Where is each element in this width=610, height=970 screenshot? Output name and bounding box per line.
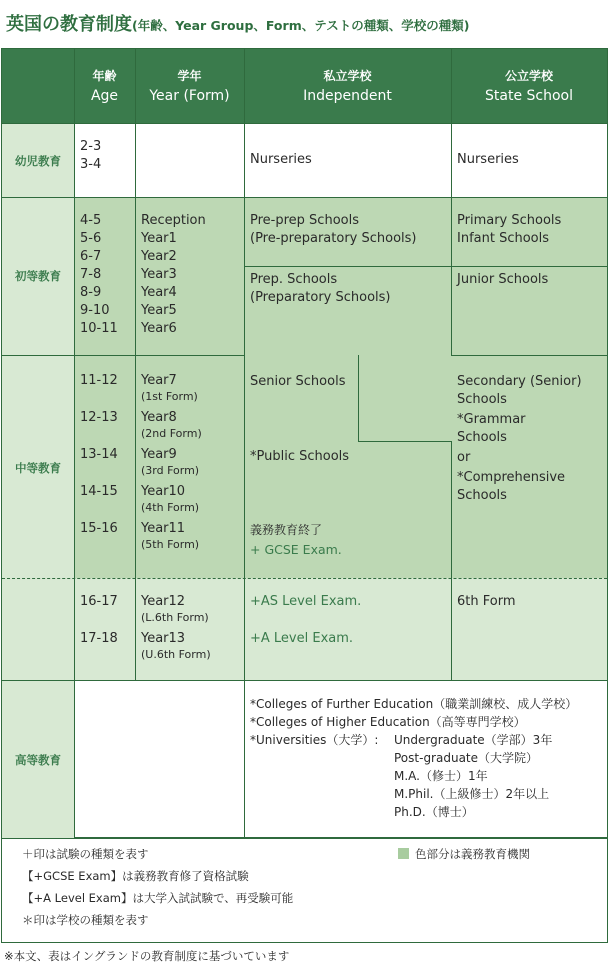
form-cell: (4th Form): [141, 501, 200, 514]
year-cell: Year1: [141, 231, 177, 246]
form-cell: (1st Form): [141, 390, 198, 403]
title-main: 英国の教育制度: [6, 14, 132, 35]
year-cell: Year6: [141, 321, 177, 336]
step-line-v: [358, 355, 359, 441]
secondary-age-2: 13-14: [80, 447, 118, 462]
year-cell: Year7: [141, 373, 177, 388]
title-subtitle: (年齢、Year Group、Form、テストの種類、学校の種類): [132, 18, 470, 33]
age-cell: 8-9: [80, 285, 102, 300]
header-year-en: Year (Form): [149, 88, 230, 104]
secondary-age-0: 11-12: [80, 373, 118, 388]
secondary-gcse: + GCSE Exam.: [250, 542, 342, 557]
higher-line: M.A.（修士）1年: [394, 769, 488, 783]
school-name: (Preparatory Schools): [250, 290, 391, 305]
education-table: [1, 48, 608, 838]
sixth-year-1: [141, 630, 211, 662]
year-cell: Year13: [141, 631, 186, 646]
sixth-a-level: +A Level Exam.: [250, 631, 354, 646]
school-name: Schools: [457, 488, 507, 503]
higher-line: Undergraduate（学部）3年: [394, 733, 553, 747]
header-private-jp: 私立学校: [323, 69, 372, 83]
legend-swatch: [398, 848, 409, 859]
age-cell: 3-4: [80, 157, 102, 172]
sixth-age-0: 16-17: [80, 594, 118, 609]
secondary-private-senior: Senior Schools: [250, 374, 346, 389]
school-name: Pre-prep Schools: [250, 213, 359, 228]
form-cell: (L.6th Form): [141, 611, 209, 624]
school-name: (Pre-preparatory Schools): [250, 231, 417, 246]
year-cell: Year9: [141, 447, 177, 462]
year-cell: Year12: [141, 594, 186, 609]
preschool-public: Nurseries: [457, 152, 519, 167]
header-public-en: State School: [485, 88, 573, 104]
age-cell: 7-8: [80, 267, 102, 282]
age-cell: 6-7: [80, 249, 102, 264]
primary-split-line: [244, 266, 607, 267]
header-age: [74, 66, 135, 106]
school-name: or: [457, 450, 471, 465]
label-higher: 高等教育: [15, 753, 61, 767]
age-cell: 2-3: [80, 139, 102, 154]
label-primary: 初等教育: [15, 269, 61, 283]
col-line-3: [244, 49, 245, 680]
col-line-1: [74, 49, 75, 680]
school-name: Prep. Schools: [250, 272, 338, 287]
secondary-year-4: [141, 520, 199, 552]
higher-line: *Colleges of Further Education（職業訓練校、成人学校）: [250, 697, 578, 711]
school-name: Infant Schools: [457, 231, 550, 246]
secondary-age-1: 12-13: [80, 410, 118, 425]
row-line-3a: [2, 355, 244, 356]
page-title: [6, 10, 469, 36]
secondary-age-3: 14-15: [80, 484, 118, 499]
header-year: [135, 66, 244, 106]
label-secondary: 中等教育: [15, 461, 61, 475]
secondary-compulsory-end: 義務教育終了: [250, 523, 323, 537]
preschool-private: Nurseries: [250, 152, 312, 167]
year-cell: Year3: [141, 267, 177, 282]
sixth-age-1: 17-18: [80, 631, 118, 646]
age-cell: 5-6: [80, 231, 102, 246]
col-line-4b: [451, 441, 452, 680]
age-cell: 10-11: [80, 321, 118, 336]
form-cell: (5th Form): [141, 538, 200, 551]
row-line-2: [2, 197, 607, 198]
higher-line: Post-graduate（大学院）: [394, 751, 539, 765]
year-cell: Year8: [141, 410, 177, 425]
header-private-en: Independent: [303, 88, 392, 104]
primary-years: [141, 212, 206, 338]
label-preschool: 幼児教育: [15, 154, 61, 168]
sixth-public: 6th Form: [457, 594, 516, 609]
form-cell: (U.6th Form): [141, 648, 211, 661]
legend: [398, 843, 530, 865]
secondary-year-0: [141, 372, 198, 404]
higher-line: *Universities（大学）:: [250, 733, 379, 747]
footnote: ※本文、表はイングランドの教育制度に基づいています: [4, 949, 290, 963]
age-cell: 9-10: [80, 303, 110, 318]
header-age-en: Age: [90, 88, 119, 104]
col-line-2: [135, 49, 136, 680]
year-cell: Year10: [141, 484, 186, 499]
year-cell: Year2: [141, 249, 177, 264]
primary-private-top: [250, 212, 417, 248]
higher-line: *Colleges of Higher Education（高等専門学校）: [250, 715, 526, 729]
school-name: *Grammar: [457, 412, 526, 427]
school-name: Primary Schools: [457, 213, 562, 228]
secondary-public: [457, 373, 582, 505]
school-name: Schools: [457, 392, 507, 407]
secondary-year-1: [141, 409, 202, 441]
row-line-4: [2, 680, 607, 681]
col-line-4-mid: [451, 287, 452, 355]
school-name: Schools: [457, 430, 507, 445]
step-line-h: [358, 441, 452, 442]
col-line-higher: [74, 680, 75, 839]
secondary-age-4: 15-16: [80, 521, 118, 536]
higher-line: Ph.D.（博士）: [394, 805, 474, 819]
primary-ages: [80, 212, 118, 338]
preschool-ages: [80, 138, 101, 174]
secondary-year-3: [141, 483, 199, 515]
col-line-higher-2: [244, 680, 245, 839]
form-cell: (3rd Form): [141, 464, 200, 477]
notes-list: [22, 843, 293, 931]
sixth-as-level: +AS Level Exam.: [250, 594, 362, 609]
year-cell: Year11: [141, 521, 186, 536]
compulsory-end-dash: [2, 578, 607, 579]
year-cell: Year5: [141, 303, 177, 318]
note-item: ＋印は試験の種類を表す: [22, 847, 149, 861]
primary-private-bottom: [250, 271, 391, 307]
header-public: [451, 66, 607, 106]
legend-text: 色部分は義務教育機関: [415, 847, 530, 861]
notes-box: [1, 837, 608, 943]
header-private: [244, 66, 451, 106]
year-cell: Reception: [141, 213, 206, 228]
higher-line: M.Phil.（上級修士）2年以上: [394, 787, 550, 801]
note-item: 【+GCSE Exam】は義務教育修了資格試験: [22, 869, 249, 883]
school-name: Secondary (Senior): [457, 374, 582, 389]
school-name: *Comprehensive: [457, 470, 566, 485]
header-year-jp: 学年: [177, 69, 202, 83]
sixth-year-0: [141, 593, 209, 625]
row-line-1: [2, 123, 607, 124]
primary-public-top: [457, 212, 561, 248]
header-public-jp: 公立学校: [504, 69, 553, 83]
age-cell: 4-5: [80, 213, 102, 228]
note-item: 【+A Level Exam】は大学入試試験で、再受験可能: [22, 891, 294, 905]
form-cell: (2nd Form): [141, 427, 202, 440]
secondary-private-public: *Public Schools: [250, 449, 350, 464]
higher-university-details: [394, 731, 552, 821]
header-age-jp: 年齢: [92, 69, 117, 83]
primary-public-bottom: Junior Schools: [457, 272, 549, 287]
note-item: ＊印は学校の種類を表す: [22, 913, 149, 927]
secondary-year-2: [141, 446, 199, 478]
row-line-3b: [451, 355, 607, 356]
year-cell: Year4: [141, 285, 177, 300]
